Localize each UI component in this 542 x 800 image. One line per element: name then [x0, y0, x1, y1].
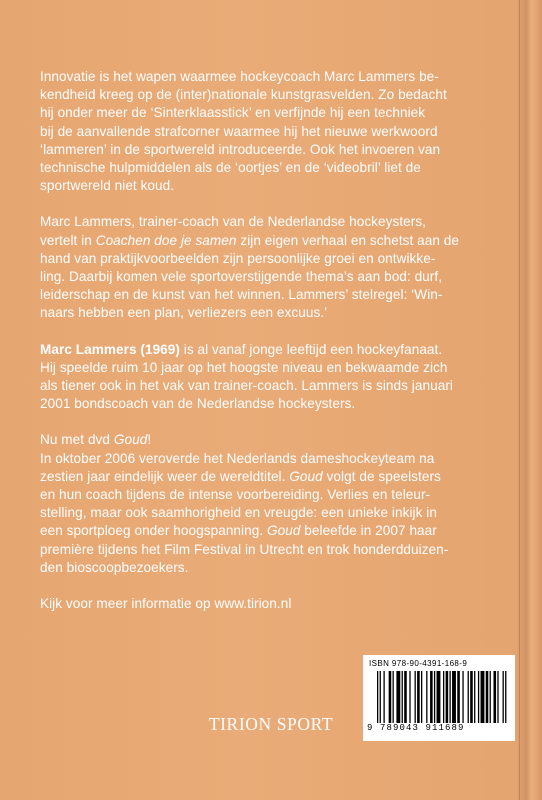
- text-line: en hun coach tijdens de intense voorbereiding. Verlies en teleur-: [40, 487, 431, 503]
- text-segment: zestien jaar eindelijk weer de wereldtitel.: [40, 468, 290, 484]
- text-line: kendheid kreeg op de (inter)nationale kunstgrasvelden. Zo bedacht: [40, 87, 447, 103]
- text-line: [40, 468, 485, 486]
- text-line: leiderschap en de kunst van het winnen. Lammers’ stelregel: ‘Win-: [40, 287, 443, 303]
- publisher-logo: TIRION SPORT: [208, 714, 334, 734]
- text-line: als tiener ook in het vak van trainer-coach. Lammers is sinds januari: [40, 378, 453, 394]
- text-line: hand van praktijkvoorbeelden zijn persoonlijke groei en ontwikke-: [40, 250, 436, 266]
- text-line: [40, 431, 485, 449]
- text-segment: een sportploeg onder hoogspanning.: [40, 523, 267, 539]
- book-summary-paragraph: [40, 213, 485, 322]
- text-segment: is al vanaf jonge leeftijd een hockeyfanaat.: [179, 341, 443, 357]
- website-line: Kijk voor meer informatie op www.tirion.nl: [40, 596, 292, 612]
- text-segment: Nu met dvd: [40, 432, 114, 448]
- text-line: stelling, maar ook saamhorigheid en vreugde: een unieke inkijk in: [40, 505, 437, 521]
- text-line: ling. Daarbij komen vele sportoverstijgende thema’s aan bod: durf,: [40, 269, 443, 285]
- dvd-title-italic: Goud: [113, 432, 148, 448]
- text-line: Marc Lammers, trainer-coach van de Nederlandse hockeysters,: [40, 214, 427, 230]
- spine-fold-line: [519, 0, 520, 800]
- text-line: [40, 522, 485, 540]
- text-segment: volgt de speelsters: [322, 468, 441, 484]
- text-segment: beleefde in 2007 haar: [300, 523, 437, 539]
- text-segment: !: [147, 432, 152, 448]
- dvd-title-italic: Goud: [289, 468, 323, 484]
- barcode-digits: 9 789043 911689: [367, 723, 465, 733]
- back-cover-text: [40, 68, 485, 631]
- text-line: In oktober 2006 veroverde het Nederlands dameshockeyteam na: [40, 450, 435, 466]
- text-line: Innovatie is het wapen waarmee hockeycoach Marc Lammers be-: [40, 69, 439, 84]
- text-line: naars hebben een plan, verliezers een excuus.’: [40, 305, 328, 321]
- isbn-text: ISBN 978-90-4391-168-9: [369, 659, 468, 668]
- barcode-label: [363, 655, 515, 741]
- text-line: bij de aanvallende strafcorner waarmee hij het nieuwe werkwoord: [40, 123, 438, 139]
- text-segment: vertelt in: [40, 232, 96, 248]
- book-title-italic: Coachen doe je samen: [95, 232, 237, 248]
- text-line: ‘lammeren’ in de sportwereld introduceerde. Ook het invoeren van: [40, 141, 441, 157]
- text-line: den bioscoopbezoekers.: [40, 559, 189, 575]
- text-line: [40, 232, 485, 250]
- text-line: hij onder meer de ‘Sinterklaasstick’ en verfijnde hij een techniek: [40, 105, 426, 121]
- barcode-icon: [377, 671, 509, 723]
- text-line: 2001 bondscoach van de Nederlandse hockeysters.: [40, 396, 356, 412]
- intro-paragraph: [40, 68, 485, 195]
- dvd-paragraph: [40, 431, 485, 577]
- text-line: [40, 341, 485, 359]
- text-line: Hij speelde ruim 10 jaar op het hoogste niveau en bekwaamde zich: [40, 359, 448, 375]
- website-paragraph: [40, 595, 485, 613]
- author-bio-paragraph: [40, 341, 485, 414]
- text-line: technische hulpmiddelen als de ‘oortjes’ en de ‘videobril’ liet de: [40, 160, 421, 176]
- text-segment: zijn eigen verhaal en schetst aan de: [236, 232, 460, 248]
- text-line: première tijdens het Film Festival in Utrecht en trok honderdduizen-: [40, 541, 449, 557]
- text-line: sportwereld niet koud.: [40, 178, 175, 194]
- dvd-title-italic: Goud: [266, 523, 301, 539]
- author-name-bold: Marc Lammers (1969): [40, 341, 180, 357]
